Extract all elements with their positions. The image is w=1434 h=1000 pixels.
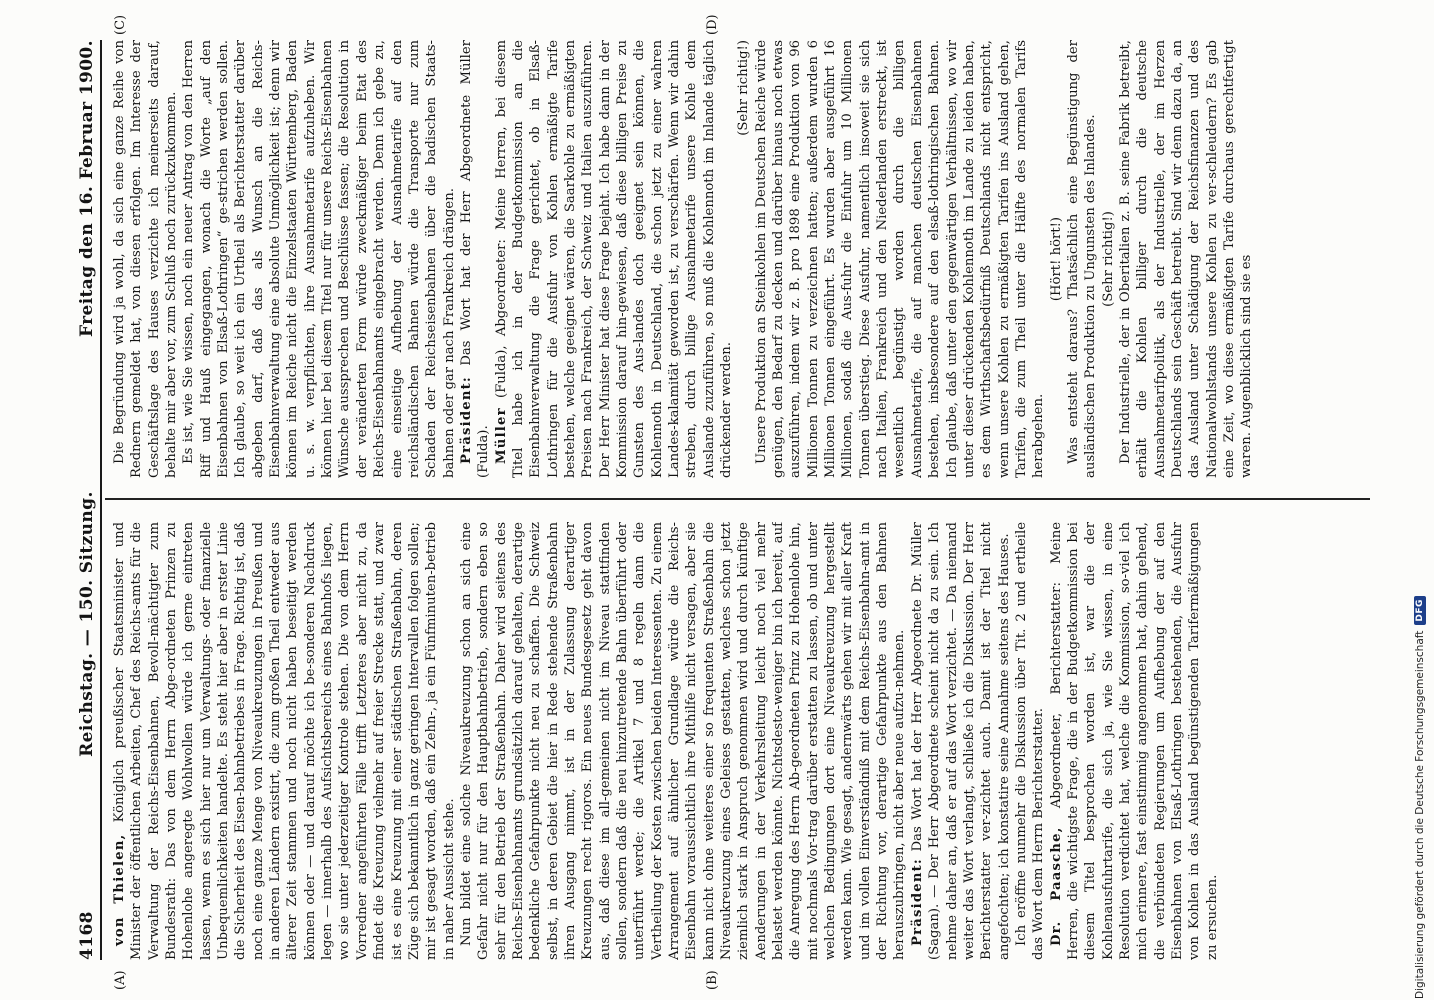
speaker-name: von Thielen, [112,833,127,946]
paragraph [1013,522,1048,960]
credit-text: Digitalisierung gefördert durch die Deutsche Forschungsgemeinschaft [1414,630,1426,999]
header-session: Reichstag. — 150. Sitzung. [77,491,97,757]
paragraph [1048,522,1221,960]
paragraph-text: Es ist, wie Sie wissen, noch ein neuer Antrag von den Herren Riff und Hauß eingegangen, wonach die Worte „auf den Eisenbahnen von Elsaß-Lothringen“ ge-strichen werden sollen. Ich glaube, so weit ich ein Urtheil als Berichterstatter darüber abgeben darf, daß das als Wunsch an die Reichs-Eisenbahnverwaltung eine absolute Unmöglichkeit ist; denn wir können im Reiche nicht die Einzelstaaten Württemberg, Baden u. s. w. verpflichten, ihre Ausnahmetarife aufzuheben. Wir können hier bei diesem Titel nur für unsere Reichs-Eisenbahnen Wünsche aussprechen und Beschlüsse fassen; die Resolution in der veränderten Form würde zweckmäßiger beim Etat des Reichs-Eisenbahnamts eingebracht werden. Denn ich gebe zu, eine einseitige Aufhebung der Ausnahmetarife auf den reichsländischen Bahnen würde die Transporte nur zum Schaden der Reichseisenbahnen über die badischen Staats-bahnen oder gar nach Frankreich drängen. [181,40,457,478]
paragraph [753,40,1048,478]
paragraph-text: Das Wort hat der Herr Abgeordnete Dr. Müller (Sagan). — Der Herr Abgeordnete scheint nicht da zu sein. Ich nehme daher an, daß er auf das Wort verzichtet. — Da niemand weiter das Wort verlangt, schließe ich die Diskussion. Der Herr Berichterstatter ver-zichtet auch. Damit ist der Titel nicht angefochten; ich konstatire seine Annahme seitens des Hauses. [909,522,1012,960]
paragraph-text: Unsere Produktion an Steinkohlen im Deutschen Reiche würde genügen, den Bedarf zu decken und darüber hinaus noch etwas auszuführen, indem wir z. B. pro 1898 eine Produktion von 96 Millionen Tonnen zu verzeichnen hatten; außerdem wurden 6 Millionen Tonnen eingeführt. Es wurden aber ausgeführt 16 Millionen, sodaß die Aus-fuhr die Einfuhr um 10 Millionen Tonnen überstieg. Diese Ausfuhr, namentlich insoweit sie sich nach Italien, Frankreich und den Niederlanden erstreckt, ist wesentlich begünstigt worden durch die billigen Ausnahmetarife, die auf manchen deutschen Eisenbahnen bestehen, insbesondere auf den elsaß-lothringischen Bahnen. Ich glaube, daß unter den gegenwärtigen Verhältnissen, wo wir unter dieser drückenden Kohlennoth im Lande zu leiden haben, es dem Wirthschaftsbedürfniß Deutschlands nicht entspricht, wenn unsere Kohlen zu ermäßigten Tarifen ins Ausland gehen, Tarifen, die zum Theil unter die Hälfte des normalen Tarifs herabgehen. [753,40,1047,478]
speaker-name: Präsident: [909,857,925,946]
paragraph [1048,40,1065,478]
margin-marker-a: (A) [113,970,128,990]
column-divider [105,499,1370,501]
paragraph [493,40,736,478]
digitization-credit [1411,0,1429,999]
paragraph-text: Königlich preußischer Staatsminister und Minister der öffentlichen Arbeiten, Chef des Reichs-amts für die Verwaltung der Reichs-Eisenbahnen, Bevoll-mächtigter zum Bundesrath: Das von dem Herrn Abge-ordneten Prinzen zu Hohenlohe angeregte Wohlwollen würde ich gerne eintreten lassen, wenn es sich hier nur um Verwaltungs- oder finanzielle Unbequemlichkeiten handelte. Es steht hier aber in erster Linie die Sicherheit des Eisen-bahnbetriebes in Frage. Richtig ist, daß noch eine ganze Menge von Niveaukreuzungen in Preußen und in anderen Ländern existirt, die zum großen Theil entweder aus älterer Zeit stammen und noch nicht haben beseitigt werden können oder — und darauf möchte ich be-sonderen Nachdruck legen — innerhalb des Aufsichtsbereichs eines Bahnhofs liegen, wo sie unter jederzeitiger Kontrole stehen. Die von dem Herrn Vorredner angeführten Fälle trifft Letzteres aber nicht zu, da findet die Kreuzung vielmehr auf freier Strecke statt, und zwar ist es eine Kreuzung mit einer städtischen Straßenbahn, deren Züge sich bekanntlich in ganz geringen Intervallen folgen sollen; mir ist gesagt worden, daß ein Zehn-, ja ein Fünfminuten-betrieb in naher Aussicht stehe. [112,522,457,960]
paragraph [1117,40,1256,478]
speaker-name: Dr. Paasche, [1048,826,1064,946]
paragraph [909,522,1013,960]
paragraph-text: (Sehr richtig!) [1100,211,1116,307]
paragraph-text: (Sehr richtig!) [736,40,752,136]
paragraph-text: Ich eröffne nunmehr die Diskussion über Tit. 2 und ertheile das Wort dem Herrn Berichterstatter. [1013,522,1047,960]
running-header [65,40,102,960]
paragraph [1065,40,1100,478]
page-number: 4168 [77,911,97,960]
paragraph-text: (Hört! hört!) [1048,216,1064,302]
paragraph-text: Was entsteht daraus? Thatsächlich eine Begünstigung der ausländischen Produktion zu Ungunsten des Inlandes. [1065,40,1099,478]
paragraph [180,40,458,478]
rotated-page-content [65,14,1375,990]
paragraph-text: Das Wort hat der Herr Abgeordnete Müller (Fulda). [458,40,492,478]
dfg-logo: DFG [1414,596,1426,625]
paragraph-text: (Fulda), Abgeordneter: Meine Herren, bei diesem Titel habe ich in der Budgetkommission an die Eisenbahnverwaltung die Frage gerichtet, ob in Elsaß-Lothringen für die Ausfuhr von Kohlen ermäßigte Tarife bestehen, welche geeignet wären, die Saarkohle zu ermäßigten Preisen nach Frankreich, der Schweiz und Italien auszuführen. Der Herr Minister hat diese Frage bejaht. Ich habe dann in der Kommission darauf hin-gewiesen, daß diese billigen Preise zu Gunsten des Aus-landes doch geeignet sein können, die Kohlennoth in Deutschland, die schon jetzt zu einer wahren Landes-kalamität geworden ist, zu verschärfen. Wenn wir dahin streben, durch billige Ausnahmetarife unsere Kohle dem Auslande zuzuführen, so muß die Kohlennoth im Inlande täglich drückender werden. [493,40,735,478]
margin-marker-d: (D) [705,14,720,35]
paragraph [458,522,909,960]
header-date: Freitag den 16. Februar 1900. [77,40,97,338]
paragraph [111,40,180,478]
right-column [111,40,1361,478]
speaker-name: Müller [493,407,509,464]
margin-marker-b: (B) [705,970,720,990]
paragraph-text: Der Industrielle, der in Oberitalien z. B. seine Fabrik betreibt, erhält die Kohlen billiger durch die deutsche Ausnahmetarifpolitik, als der Industrielle, der im Herzen Deutschlands sein Geschäft betreibt. Sind wir denn dazu da, an das Ausland unter Schädigung der Reichsfinanzen und des Nationalwohlstands unsere Kohlen zu ver-schleudern? Es gab eine Zeit, wo diese ermäßigten Tarife durchaus gerechtfertigt waren. Augenblicklich sind sie es [1117,40,1255,478]
paragraph-text: Nun bildet eine solche Niveaukreuzung schon an sich eine Gefahr nicht nur für den Hauptbahnbetrieb, sondern eben so sehr für den Betrieb der Straßenbahn. Daher wird seitens des Reichs-Eisenbahnamts grundsätzlich darauf gehalten, derartige bedenkliche Gefahrpunkte nicht neu zu schaffen. Die Schweiz selbst, in deren Gebiet die hier in Rede stehende Straßenbahn ihren Ausgang nimmt, ist in der Zulassung derartiger Kreuzungen recht rigoros. Ein neues Bundesgesetz geht davon aus, daß diese im all-gemeinen nicht im Niveau stattfinden sollen, sondern daß die neu hinzutretende Bahn überführt oder unterführt werde; die Artikel 7 und 8 regeln dann die Vertheilung der Kosten zwischen beiden Interessenten. Zu einem Arrangement auf ähnlicher Grundlage würde die Reichs-Eisenbahn voraussichtlich ihre Mithilfe nicht versagen, aber sie kann nicht ohne weiteres einer so frequenten Straßenbahn die Niveaukreuzung eines Geleises gestatten, welches schon jetzt ziemlich stark in Anspruch genommen wird und durch künftige Aenderungen in der Verkehrsleitung leicht noch viel mehr belastet werden könnte. Nichtsdesto-weniger bin ich bereit, auf die Anregung des Herrn Ab-geordneten Prinz zu Hohenlohe hin, mit nochmals Vor-trag darüber erstatten zu lassen, ob und unter welchen Bedingungen dort eine Niveaukreuzung hergestellt werden kann. Wie gesagt, andernwärts gehen wir mit aller Kraft und im vollen Einverständniß mit dem Reichs-Eisenbahn-amt in der Richtung vor, derartige Gefahrpunkte aus den Bahnen herauszubringen, nicht aber neue aufzu-nehmen. [458,522,908,960]
speaker-name: Präsident: [458,375,474,464]
paragraph-text: Die Begründung wird ja wohl, da sich eine ganze Reihe von Rednern gemeldet hat, von diesen erfolgen. Im Interesse der Geschäftslage des Hauses verzichte ich meinerseits darauf, behalte mir aber vor, zum Schluß noch zurückzukommen. [112,40,180,478]
paragraph-text: Abgeordneter, Berichterstatter: Meine Herren, die wichtigste Frage, die in der Budgetkommission bei diesem Titel besprochen worden ist, war die der Kohlenausfuhrtarife, die sich ja, wie Sie wissen, in eine Resolution verdichtet hat, welche die Kommission, so-viel ich mich erinnere, fast einstimmig angenommen hat, dahin gehend, die verbündeten Regierungen um Aufhebung der auf den Eisenbahnen von Elsaß-Lothringen bestehenden, die Ausfuhr von Kohlen in das Ausland begünstigenden Tarifermäßigungen zu ersuchen. [1048,522,1220,960]
paragraph [1100,40,1117,478]
paragraph [735,40,752,478]
margin-marker-c: (C) [113,14,128,35]
paragraph [111,522,458,960]
paragraph [458,40,493,478]
left-column [111,522,1361,960]
